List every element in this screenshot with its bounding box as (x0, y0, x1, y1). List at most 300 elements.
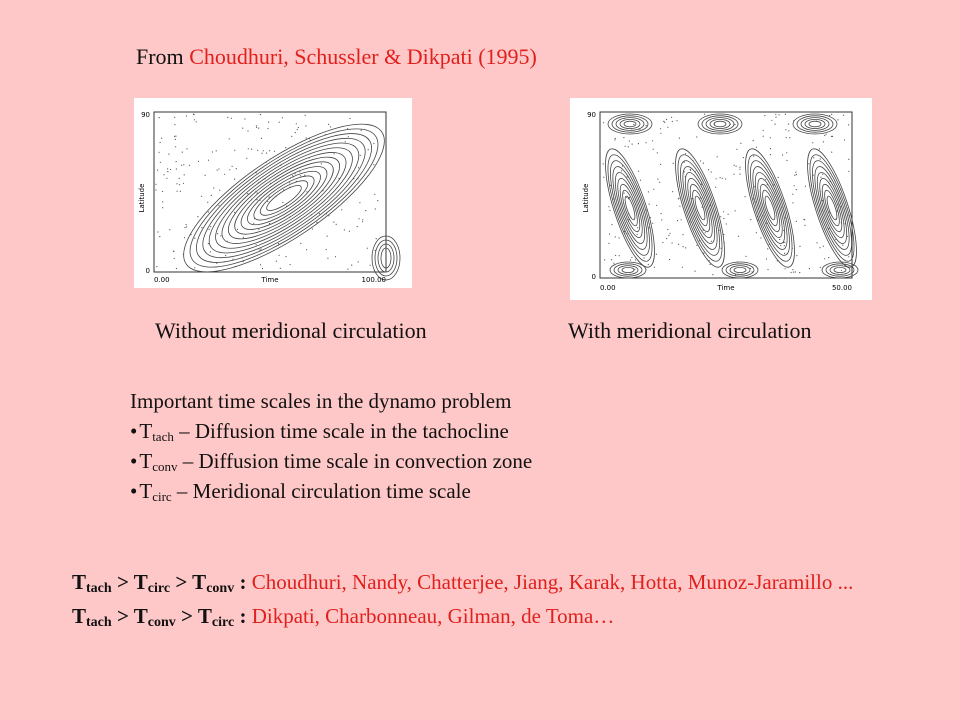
dash-mark (630, 217, 631, 218)
dash-mark (244, 118, 245, 119)
dash-mark (622, 165, 623, 166)
dash-mark (305, 115, 306, 116)
dash-mark (181, 165, 182, 166)
dash-mark (177, 191, 178, 192)
dash-mark (783, 222, 784, 223)
dash-mark (333, 222, 334, 223)
dash-mark (279, 122, 280, 123)
dash-mark (370, 265, 371, 266)
dash-mark (162, 191, 163, 192)
dash-mark (345, 141, 346, 142)
dash-mark (628, 213, 629, 214)
dash-mark (682, 234, 683, 235)
dash-mark (760, 237, 761, 238)
dash-mark (813, 175, 814, 176)
dash-mark (603, 122, 604, 123)
dash-mark (699, 240, 700, 241)
dash-mark (175, 139, 176, 140)
dash-mark (349, 231, 350, 232)
dash-mark (267, 201, 268, 202)
dash-mark (304, 175, 305, 176)
dash-mark (217, 170, 218, 171)
dash-mark (269, 223, 270, 224)
dash-mark (236, 168, 237, 169)
dash-mark (782, 207, 783, 208)
dash-mark (649, 227, 650, 228)
dash-mark (757, 220, 758, 221)
dash-mark (822, 174, 823, 175)
dash-mark (336, 135, 337, 136)
dash-mark (319, 213, 320, 214)
dash-mark (667, 229, 668, 230)
dash-mark (353, 178, 354, 179)
dash-mark (160, 142, 161, 143)
dash-mark (830, 181, 831, 182)
dash-mark (305, 125, 306, 126)
dash-mark (157, 170, 158, 171)
dash-mark (726, 223, 727, 224)
dash-mark (196, 121, 197, 122)
dash-mark (334, 153, 335, 154)
dash-mark (175, 136, 176, 137)
dash-mark (779, 114, 780, 115)
dash-mark (796, 189, 797, 190)
dash-mark (793, 272, 794, 273)
dash-mark (638, 143, 639, 144)
dash-mark (373, 164, 374, 165)
dash-mark (260, 194, 261, 195)
dash-mark (648, 191, 649, 192)
dash-mark (243, 261, 244, 262)
dash-mark (208, 243, 209, 244)
dash-mark (347, 269, 348, 270)
dash-mark (289, 182, 290, 183)
dash-mark (290, 264, 291, 265)
dash-mark (361, 130, 362, 131)
dash-mark (298, 127, 299, 128)
dash-mark (223, 269, 224, 270)
dash-mark (229, 138, 230, 139)
dash-mark (210, 261, 211, 262)
dash-mark (785, 129, 786, 130)
dash-mark (783, 242, 784, 243)
dash-mark (235, 266, 236, 267)
dash-mark (782, 154, 783, 155)
dash-mark (276, 196, 277, 197)
dash-mark (626, 128, 627, 129)
dash-mark (256, 199, 257, 200)
dash-mark (692, 160, 693, 161)
dash-mark (660, 133, 661, 134)
dash-mark (628, 146, 629, 147)
dash-mark (660, 164, 661, 165)
dash-mark (194, 238, 195, 239)
dash-mark (216, 150, 217, 151)
dash-mark (702, 207, 703, 208)
dash-mark (232, 259, 233, 260)
dash-mark (628, 198, 629, 199)
dash-mark (224, 174, 225, 175)
dash-mark (634, 269, 635, 270)
dash-mark (789, 137, 790, 138)
dash-mark (793, 120, 794, 121)
regime-line-2 (72, 602, 912, 630)
dash-mark (828, 257, 829, 258)
dash-mark (723, 234, 724, 235)
dash-mark (256, 172, 257, 173)
dash-mark (838, 204, 839, 205)
dash-mark (251, 199, 252, 200)
dash-mark (247, 130, 248, 131)
dash-mark (269, 150, 270, 151)
dash-mark (842, 245, 843, 246)
dash-mark (763, 130, 764, 131)
dash-mark (721, 248, 722, 249)
dash-mark (604, 259, 605, 260)
dash-mark (365, 210, 366, 211)
dash-mark (615, 138, 616, 139)
dash-mark (847, 236, 848, 237)
dash-mark (724, 242, 725, 243)
dash-mark (289, 217, 290, 218)
dash-mark (777, 260, 778, 261)
dash-mark (621, 203, 622, 204)
dash-mark (786, 137, 787, 138)
dash-mark (785, 114, 786, 115)
dash-mark (261, 138, 262, 139)
dash-mark (684, 162, 685, 163)
dash-mark (247, 193, 248, 194)
dash-mark (822, 200, 823, 201)
dash-mark (737, 262, 738, 263)
dash-mark (775, 117, 776, 118)
dash-mark (820, 177, 821, 178)
dash-mark (201, 196, 202, 197)
dash-mark (831, 114, 832, 115)
dash-mark (820, 158, 821, 159)
dash-mark (186, 224, 187, 225)
dash-mark (775, 114, 776, 115)
dash-mark (844, 139, 845, 140)
dash-mark (841, 222, 842, 223)
time-scales-list (130, 386, 532, 506)
dash-mark (654, 267, 655, 268)
dash-mark (799, 246, 800, 247)
dash-mark (824, 135, 825, 136)
dash-mark (708, 169, 709, 170)
dash-mark (155, 184, 156, 185)
dash-mark (736, 166, 737, 167)
dash-mark (268, 122, 269, 123)
dash-mark (843, 115, 844, 116)
dash-mark (730, 124, 731, 125)
left-x-left: 0.00 (154, 276, 170, 284)
dash-mark (229, 169, 230, 170)
dash-mark (259, 200, 260, 201)
dash-mark (631, 257, 632, 258)
dash-mark (669, 233, 670, 234)
dash-mark (661, 213, 662, 214)
dash-mark (359, 202, 360, 203)
dash-mark (184, 237, 185, 238)
dash-mark (739, 174, 740, 175)
dash-mark (735, 275, 736, 276)
left-xlabel: Time (261, 276, 279, 284)
left-caption: Without meridional circulation (155, 318, 427, 343)
dash-mark (219, 190, 220, 191)
dash-mark (290, 178, 291, 179)
dash-mark (756, 232, 757, 233)
dash-mark (179, 178, 180, 179)
dash-mark (269, 197, 270, 198)
dash-mark (170, 169, 171, 170)
dash-mark (809, 268, 810, 269)
regimes-block (72, 568, 912, 630)
dash-mark (849, 215, 850, 216)
dash-mark (216, 263, 217, 264)
dash-mark (213, 187, 214, 188)
dash-mark (161, 138, 162, 139)
dash-mark (310, 140, 311, 141)
dash-mark (828, 228, 829, 229)
dash-mark (292, 175, 293, 176)
dash-mark (812, 142, 813, 143)
dash-mark (194, 119, 195, 120)
dash-mark (840, 206, 841, 207)
dash-mark (266, 162, 267, 163)
dash-mark (242, 128, 243, 129)
dash-mark (816, 121, 817, 122)
dash-mark (780, 245, 781, 246)
dash-mark (297, 152, 298, 153)
dash-mark (745, 196, 746, 197)
dash-mark (645, 142, 646, 143)
dash-mark (783, 230, 784, 231)
dash-mark (225, 255, 226, 256)
dash-mark (646, 125, 647, 126)
dash-mark (787, 253, 788, 254)
dash-mark (754, 186, 755, 187)
regime-2-authors: Dikpati, Charbonneau, Gilman, de Toma… (251, 604, 615, 628)
dash-mark (653, 149, 654, 150)
dash-mark (738, 236, 739, 237)
dash-mark (162, 207, 163, 208)
dash-mark (347, 128, 348, 129)
dash-mark (311, 214, 312, 215)
dash-mark (198, 161, 199, 162)
dash-mark (270, 183, 271, 184)
dash-mark (728, 214, 729, 215)
dash-mark (657, 179, 658, 180)
dash-mark (278, 243, 279, 244)
dash-mark (293, 176, 294, 177)
dash-mark (237, 229, 238, 230)
dash-mark (626, 233, 627, 234)
dash-mark (621, 170, 622, 171)
dash-mark (690, 169, 691, 170)
dash-mark (254, 218, 255, 219)
dash-mark (808, 163, 809, 164)
dash-mark (635, 259, 636, 260)
dash-mark (708, 260, 709, 261)
dash-mark (260, 248, 261, 249)
dash-mark (286, 206, 287, 207)
dash-mark (848, 124, 849, 125)
dash-mark (696, 245, 697, 246)
dash-mark (624, 233, 625, 234)
dash-mark (291, 136, 292, 137)
dash-mark (374, 194, 375, 195)
dash-mark (217, 233, 218, 234)
dash-mark (750, 268, 751, 269)
dash-mark (306, 249, 307, 250)
dash-mark (841, 270, 842, 271)
dash-mark (175, 146, 176, 147)
dash-mark (367, 248, 368, 249)
dash-mark (822, 210, 823, 211)
dash-mark (176, 183, 177, 184)
dash-mark (242, 257, 243, 258)
time-scales-heading: Important time scales in the dynamo problem (130, 389, 512, 413)
dash-mark (694, 271, 695, 272)
dash-mark (257, 150, 258, 151)
dash-mark (156, 266, 157, 267)
dash-mark (234, 212, 235, 213)
dash-mark (723, 218, 724, 219)
dash-mark (376, 238, 377, 239)
left-x-right: 100.00 (361, 276, 386, 284)
dash-mark (736, 149, 737, 150)
dash-mark (377, 200, 378, 201)
dash-mark (259, 250, 260, 251)
dash-mark (328, 215, 329, 216)
dash-mark (716, 178, 717, 179)
dash-mark (626, 197, 627, 198)
dash-mark (766, 223, 767, 224)
regime-1-inequality: $T_{tach} > T_{circ} > T_{conv}$ : (72, 570, 252, 596)
dash-mark (739, 167, 740, 168)
dash-mark (637, 234, 638, 235)
dash-mark (335, 256, 336, 257)
dash-mark (794, 185, 795, 186)
dash-mark (820, 191, 821, 192)
dash-mark (625, 146, 626, 147)
dash-mark (194, 267, 195, 268)
dash-mark (633, 124, 634, 125)
dash-mark (184, 227, 185, 228)
dash-mark (338, 178, 339, 179)
dash-mark (804, 225, 805, 226)
dash-mark (608, 206, 609, 207)
dash-mark (672, 191, 673, 192)
dash-mark (719, 230, 720, 231)
dash-mark (669, 259, 670, 260)
dash-mark (757, 216, 758, 217)
dash-mark (795, 172, 796, 173)
dash-mark (640, 180, 641, 181)
dash-mark (174, 124, 175, 125)
dash-mark (155, 189, 156, 190)
dash-mark (652, 140, 653, 141)
dash-mark (183, 164, 184, 165)
dash-mark (714, 124, 715, 125)
dash-mark (184, 174, 185, 175)
dash-mark (176, 168, 177, 169)
dash-mark (784, 253, 785, 254)
dash-mark (280, 268, 281, 269)
dash-mark (682, 267, 683, 268)
dash-mark (831, 136, 832, 137)
dash-mark (672, 121, 673, 122)
dash-mark (650, 217, 651, 218)
dash-mark (299, 171, 300, 172)
dash-mark (613, 263, 614, 264)
dash-mark (770, 137, 771, 138)
dash-mark (631, 128, 632, 129)
dash-mark (266, 153, 267, 154)
list-item: $•T_{conv}$ – Diffusion time scale in convection zone (130, 449, 533, 474)
dash-mark (375, 208, 376, 209)
dash-mark (819, 148, 820, 149)
dash-mark (176, 161, 177, 162)
list-item: $•T_{tach}$ – Diffusion time scale in the tachocline (130, 419, 509, 444)
dash-mark (794, 175, 795, 176)
dash-mark (296, 181, 297, 182)
dash-mark (258, 182, 259, 183)
dash-mark (702, 230, 703, 231)
dash-mark (609, 233, 610, 234)
dash-mark (274, 151, 275, 152)
dash-mark (357, 178, 358, 179)
dash-mark (255, 191, 256, 192)
dash-mark (792, 269, 793, 270)
dash-mark (609, 210, 610, 211)
dash-mark (190, 234, 191, 235)
dash-mark (295, 132, 296, 133)
dash-mark (700, 197, 701, 198)
dash-mark (243, 237, 244, 238)
dash-mark (767, 269, 768, 270)
title-citation: Choudhuri, Schussler & Dikpati (1995) (189, 44, 537, 69)
dash-mark (629, 197, 630, 198)
dash-mark (848, 171, 849, 172)
regime-1-authors: Choudhuri, Nandy, Chatterjee, Jiang, Karak, Hotta, Munoz-Jaramillo ... (251, 570, 854, 594)
dash-mark (296, 123, 297, 124)
dash-mark (328, 124, 329, 125)
dash-mark (764, 215, 765, 216)
dash-mark (723, 211, 724, 212)
dash-mark (770, 154, 771, 155)
dash-mark (666, 238, 667, 239)
dash-mark (826, 134, 827, 135)
dash-mark (208, 211, 209, 212)
dash-mark (289, 187, 290, 188)
dash-mark (712, 274, 713, 275)
dash-mark (224, 261, 225, 262)
dash-mark (197, 216, 198, 217)
dash-mark (257, 192, 258, 193)
right-y-top: 90 (587, 111, 596, 119)
dash-mark (786, 160, 787, 161)
dash-mark (848, 159, 849, 160)
dash-mark (819, 247, 820, 248)
dash-mark (258, 229, 259, 230)
dash-mark (176, 268, 177, 269)
dash-mark (174, 117, 175, 118)
dash-mark (753, 198, 754, 199)
dash-mark (816, 242, 817, 243)
dash-mark (846, 207, 847, 208)
